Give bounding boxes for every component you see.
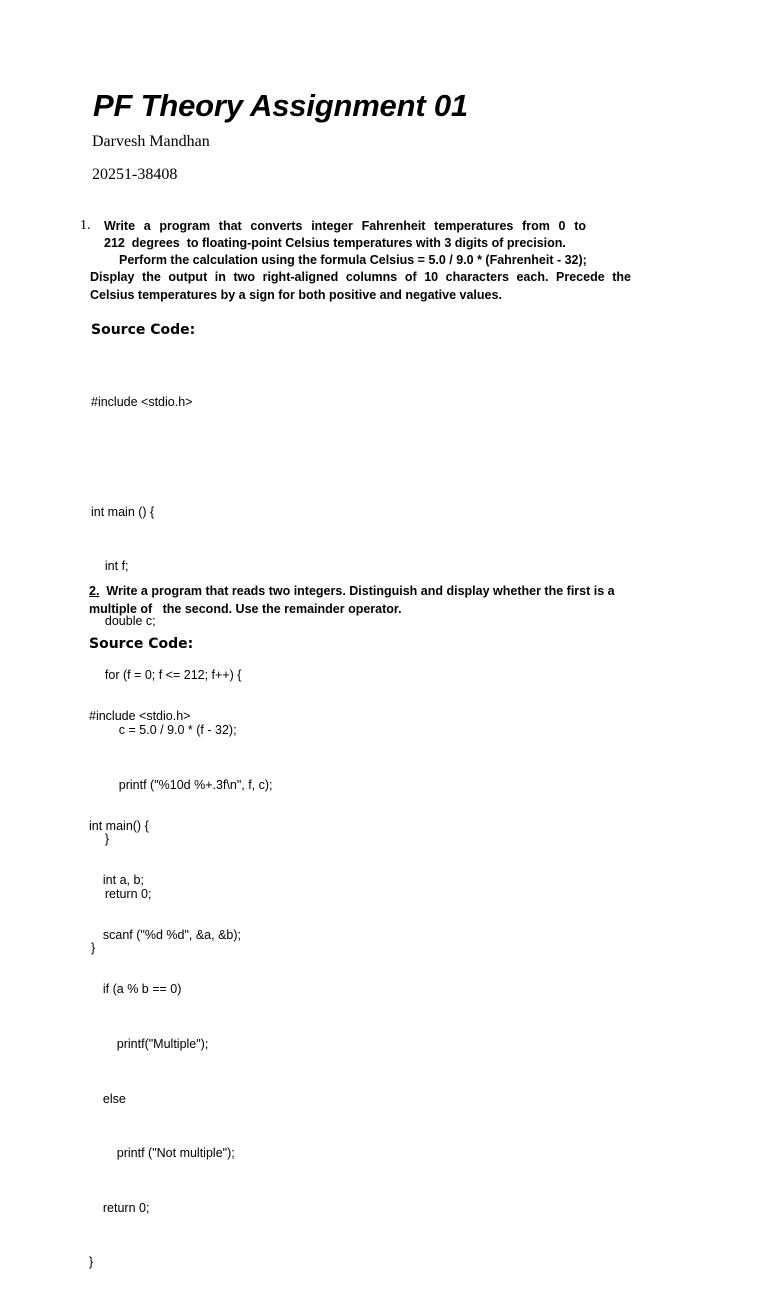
question-2-number: 2. xyxy=(89,584,100,598)
document-title: PF Theory Assignment 01 xyxy=(93,88,468,123)
student-id: 20251-38408 xyxy=(92,166,178,183)
code-line: if (a % b == 0) xyxy=(89,982,182,997)
author-name: Darvesh Mandhan xyxy=(92,133,210,150)
code-line: int a, b; xyxy=(89,873,144,888)
question-2-line-2: multiple of the second. Use the remainder operator. xyxy=(89,602,402,616)
code-line: else xyxy=(89,1091,126,1106)
question-2-source-heading: Source Code: xyxy=(89,636,194,652)
code-line: int f; xyxy=(91,559,129,574)
code-line: scanf ("%d %d", &a, &b); xyxy=(89,927,241,942)
question-1-line-4: Display the output in two right-aligned columns of 10 characters each. Precede the xyxy=(90,270,631,284)
question-2-line-1 xyxy=(89,583,615,601)
question-1-number: 1. xyxy=(80,218,91,233)
question-1-line-2: 212 degrees to floating-point Celsius temperatures with 3 digits of precision. xyxy=(104,236,566,250)
question-1-line-1: Write a program that converts integer Fahrenheit temperatures from 0 to xyxy=(104,219,586,233)
code-line: } xyxy=(89,1255,94,1270)
code-line: c = 5.0 / 9.0 * (f - 32); xyxy=(91,722,237,737)
question-1-line-5: Celsius temperatures by a sign for both positive and negative values. xyxy=(90,288,502,302)
code-line: #include <stdio.h> xyxy=(89,709,191,724)
code-line: return 0; xyxy=(91,886,152,901)
code-line xyxy=(89,762,241,780)
code-line: printf ("Not multiple"); xyxy=(89,1146,235,1161)
question-2-line-1-text: Write a program that reads two integers. Distinguish and display whether the first is a xyxy=(106,584,615,598)
code-line: } xyxy=(91,832,110,847)
question-1-line-3: Perform the calculation using the formula Celsius = 5.0 / 9.0 * (Fahrenheit - 32); xyxy=(119,253,587,267)
code-line: return 0; xyxy=(89,1200,150,1215)
code-line: for (f = 0; f <= 212; f++) { xyxy=(91,668,242,683)
question-2-code-block xyxy=(89,671,241,1308)
question-1-source-heading: Source Code: xyxy=(91,322,196,338)
code-line xyxy=(91,448,273,466)
code-line: printf ("%10d %+.3f\n", f, c); xyxy=(91,777,273,792)
code-line: #include <stdio.h> xyxy=(91,395,193,410)
code-line: } xyxy=(91,941,96,956)
code-line: int main() { xyxy=(89,818,149,833)
code-line: printf("Multiple"); xyxy=(89,1036,209,1051)
code-line: double c; xyxy=(91,613,156,628)
code-line: int main () { xyxy=(91,504,155,519)
